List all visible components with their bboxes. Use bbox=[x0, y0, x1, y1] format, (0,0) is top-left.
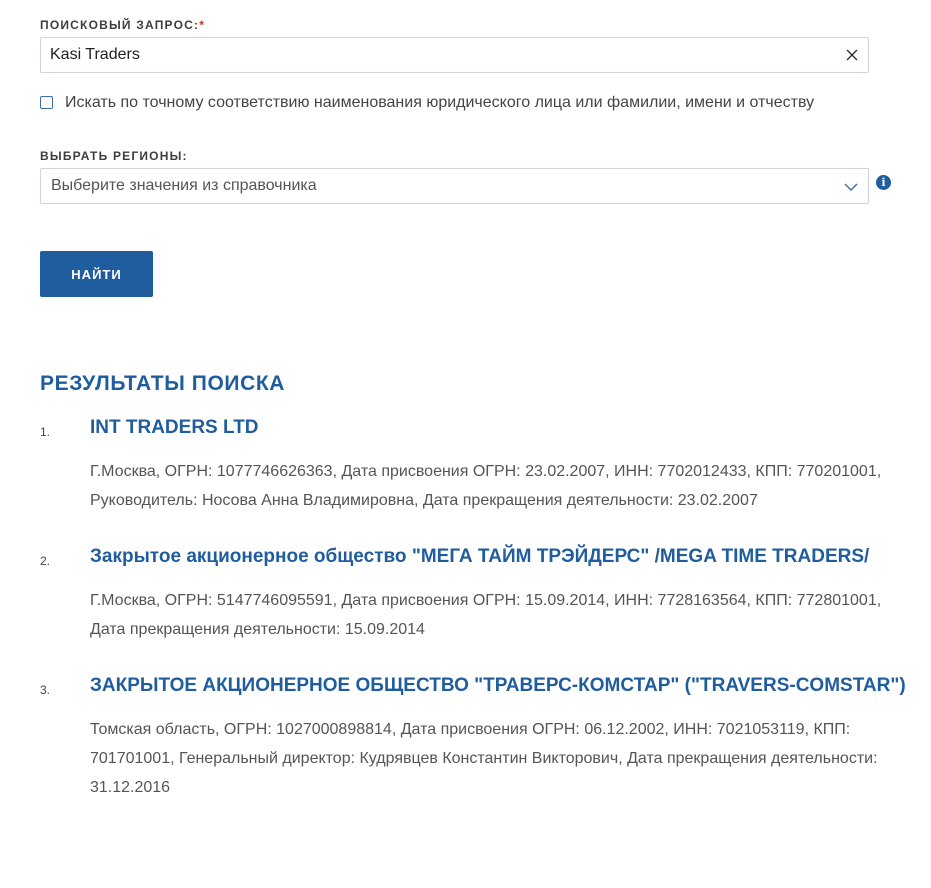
search-query-label-text: ПОИСКОВЫЙ ЗАПРОС: bbox=[40, 18, 200, 32]
result-title-link[interactable]: Закрытое акционерное общество "МЕГА ТАЙМ ТРЭЙДЕРС" /MEGA TIME TRADERS/ bbox=[90, 546, 870, 567]
info-icon[interactable]: i bbox=[876, 175, 891, 190]
result-number: 1. bbox=[40, 425, 51, 439]
regions-label: ВЫБРАТЬ РЕГИОНЫ: bbox=[40, 149, 188, 163]
regions-select[interactable] bbox=[40, 168, 869, 204]
result-title-link[interactable]: ЗАКРЫТОЕ АКЦИОНЕРНОЕ ОБЩЕСТВО "ТРАВЕРС-КОМСТАР" ("TRAVERS-COMSTAR") bbox=[90, 675, 906, 696]
search-input[interactable] bbox=[50, 38, 810, 72]
result-number: 3. bbox=[40, 683, 51, 697]
result-description: Г.Москва, ОГРН: 5147746095591, Дата присвоения ОГРН: 15.09.2014, ИНН: 7728163564, КПП: 772801001, Дата прекращения деятельности: 15.09.2014 bbox=[90, 592, 882, 638]
close-icon[interactable] bbox=[844, 47, 860, 63]
exact-match-label[interactable]: Искать по точному соответствию наименования юридического лица или фамилии, имени и отчеству bbox=[65, 94, 815, 111]
result-description: Г.Москва, ОГРН: 1077746626363, Дата присвоения ОГРН: 23.02.2007, ИНН: 7702012433, КПП: 770201001, Руководитель: Носова Анна Владимировна, Дата прекращения деятельности: 23.02.2007 bbox=[90, 463, 882, 509]
result-number: 2. bbox=[40, 554, 51, 568]
chevron-down-icon bbox=[843, 180, 859, 194]
search-field bbox=[40, 37, 869, 73]
result-title-link[interactable]: INT TRADERS LTD bbox=[90, 417, 259, 438]
find-button[interactable]: НАЙТИ bbox=[40, 251, 153, 297]
result-description: Томская область, ОГРН: 1027000898814, Дата присвоения ОГРН: 06.12.2002, ИНН: 7021053119, КПП: 701701001, Генеральный директор: Кудрявцев Константин Викторович, Дата прекращения деятельности: 31.12.2016 bbox=[90, 721, 878, 796]
regions-placeholder: Выберите значения из справочника bbox=[51, 177, 317, 194]
results-title: РЕЗУЛЬТАТЫ ПОИСКА bbox=[40, 372, 286, 395]
search-query-label bbox=[40, 18, 205, 32]
required-mark: * bbox=[199, 18, 206, 32]
exact-match-checkbox[interactable] bbox=[40, 96, 53, 109]
